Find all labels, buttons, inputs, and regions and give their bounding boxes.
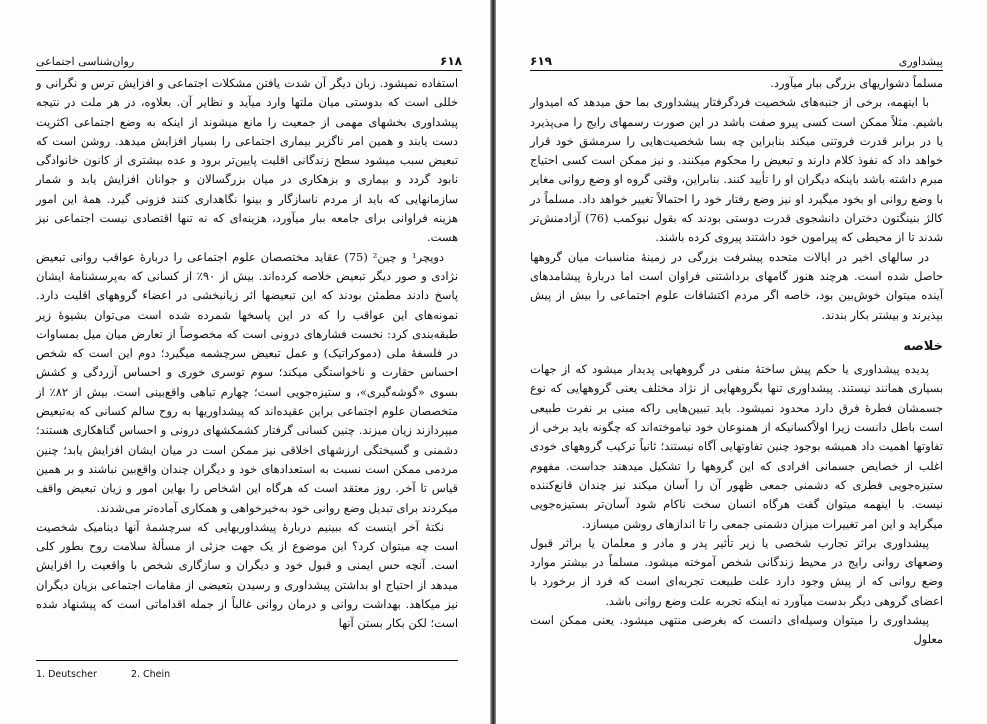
right-page-header (530, 46, 943, 71)
paragraph: پدیده پیشداوری یا حکم پیش ساختهٔ منفی در گروههایی پدیدار میشود که از جهات بسیاری همانند نیستند. پیشداوری تنها بگروههایی از نژاد مختلف یعنی گروههایی که نوع جسمشان فطرهٔ فرق دارد محدود نمیشود. باید تبیین‌هایی راکه مبنی بر نفرت طبیعی است باطل دانست زیرا اولاًکسانیکه از همنوعان خود نیاموخته‌اند که چگونه باید برخی از تفاوتها اهمیت داد همیشه بوجود چنین تفاوتهایی آگاه نیستند؛ ثانیاً ترکیب گروههای خودی اغلب از خصایص جسمانی افرادی که این گروهها را تشکیل میدهند جداست. مفهوم ستیزه‌جویی فطری که دشمنی جمعی ظهور آن را آسان میکند نیز چندان قانع‌کننده نیست. با اینهمه میتوان گفت هرگاه انسان سخت ناکام شود آسان‌تر بستیزه‌جویی میگراید و این امر تغییرات میزان دشمنی جمعی را تا اندازهای روشن میسازد. (530, 362, 943, 531)
page-number: ۶۱۹ (530, 54, 552, 68)
paragraph: دویچر¹ و چین² (75) عقاید مختصصان علوم اجتماعی را دربارهٔ عواقب روانی تبعیض نژادی و صور دیگر تبعیض خلاصه کرده‌اند. بیش از ۹۰٪ از کسانی که به‌پرسشنامهٔ ایشان پاسخ دادند مطمئن بودند که این تبعیضها اثر زیانبخشی در اعضاء گروههای اقلیت دارد. نمونه‌های این عواقب را که در این پاسخها شمرده شده است می‌توان بشیوهٔ زیر طبقه‌بندی کرد: نخست فشارهای درونی است که مخصوصاً از تعارض میان میل بمساوات در فلسفهٔ ملی (دموکراتیک) و عمل تبعیض سرچشمه میگیرد؛ دوم این است که شخص احساس حقارت و ناخواستگی میکند؛ سوم توسری خوری و احساس آزردگی و کشش بسوی «گوشه‌گیری»، و ستیزه‌جویی است؛ چهارم تباهی واقع‌بینی است. بیش از ۸۲٪ از متخصصان علوم اجتماعی براین عقیده‌اند که پیشداوریها به روح سالم کسانی که به‌تبعیض میپردازند زیان میزند. چنین کسانی گرفتار کشمکشهای درونی و احساس گناهکاری هستند؛ دشمنی و گسیختگی ارزشهای اخلاقی نیز ممکن است در میان ایشان افزایش یابد؛ چنین مردمی ممکن است نسبت به استعدادهای خود و دیگران چندان واقع‌بین نباشند و بر همین قیاس تا آخر. روز معتقد است که هرگاه این اشخاص را بهاین امور و زیان تبعیض واقف میکردند برای تبدیل وضع روانی خود به‌خیرخواهی و همکاری آماده‌تر می‌شدند. (36, 249, 458, 515)
left-page-header (36, 46, 462, 71)
running-title: روان‌شناسی اجتماعی (36, 55, 135, 68)
right-page (496, 0, 987, 724)
footnote: 2. Chein (130, 669, 171, 680)
paragraph: در سالهای اخیر در ایالات متحده پیشرفت بزرگی در زمینهٔ مناسبات میان گروهها حاصل شده است. هرچند هنوز گامهای برداشتنی فراوان است اما دربارهٔ پیشامدهای آینده میتوان خوش‌بین بود، خاصه اگر مردم اکتشافات علوم اجتماعی را بیش از پیش بپذیرند و بیشتر بکار بندند. (530, 249, 943, 322)
footnotes (36, 660, 458, 680)
paragraph: با اینهمه، برخی از جنبه‌های شخصیت فردگرفتار پیشداوری بما حق میدهد که امیدوار باشیم. مثلاً ممکن است کسی پیرو صفت باشد در این صورت رسمهای رایج را می‌پذیرد یا در برابر قدرت فروتنی میکند بنابراین چه بسا شخصیت‌هایی را سرمشق خود قرار خواهد داد که نفوذ کلام دارند و تبعیض را محکوم میکنند. و نیز ممکن است کسی احتیاج مبرم داشته باشد باینکه دیگران او را تأیید کنند. بنابراین، وقتی گروه او وضع روانی مغایر با وضع روانی او بخود میگیرد او نیز وضع رفتار خود را احتمالاً تغییر خواهد داد. مسلماً در کالژ بنینگتون دختران دانشجوی قدرت دوستی بودند که بقول نیوکمب (76) آزادمنش‌تر شدند تا از محیطی که پیرامون خود داشتند پیروی کرده باشند. (530, 95, 943, 245)
paragraph: استفاده نمیشود. زبان دیگر آن شدت یافتن مشکلات اجتماعی و افزایش ترس و نگرانی و خللی است که بدوستی میان ملتها وارد میآید و نظایر آن. بعلاوه، در هر ملت در نتیجه پیشداوری بخشهای مهمی از جمعیت را مانع میشوند از اینکه به وضع اجتماعی اکثریت دست یابند و همین امر ناگزیر بیماری اجتماعی را بسیار افزایش میدهد. روشن است که تبعیض سبب میشود سطح زندگانی اقلیت پایین‌تر برود و عده بیشتری از کانون خانوادگی نابود گردد و بیماری و بزهکاری در میان بزرگسالان و جوانان افزایش یابد و شمار سازمانهایی که باید از مردم ناسازگار و بینوا نگاهداری کنند فزونی گیرد. همهٔ این امور هزینه فراوانی برای جامعه ببار میآورد، هزینه‌ای که نه تنها اقتصادی نیست اجتماعی نیز هست. (36, 76, 458, 245)
right-page-body (530, 74, 943, 650)
paragraph: نکتهٔ آخر اینست که ببینیم دربارهٔ پیشداوریهایی که سرچشمهٔ آنها دینامیک شخصیت است چه میتوان کرد؟ این موضوع از یک جهت جزئی از مسألهٔ سلامت روح بطور کلی است. آنچه حس ایمنی و قبول خود و دیگران و سازگاری شخص با واقعیت را افزایش میدهد از احتیاج او بداشتن پیشداوری و رسیدن بتعیضی از مقامات اجتماعی بزیان دیگران نیز میکاهد. بهداشت روانی و درمان روانی غالباً از جمله اقداماتی است که پیشنهاد شده است؛ لکن بکار بستن آنها (36, 519, 458, 631)
left-page-body (36, 74, 458, 634)
paragraph: مسلماً دشواریهای بزرگی ببار میآورد. (770, 76, 943, 90)
running-title: پیشداوری (898, 55, 943, 68)
left-page (0, 0, 490, 724)
footnote: 1. Deutscher (36, 669, 97, 680)
paragraph: پیشداوری را میتوان وسیله‌ای دانست که بغرضی منتهی میشود. یعنی ممکن است معلول (530, 613, 943, 647)
paragraph: پیشداوری براثر تجارب شخصی یا زیر تأثیر پدر و مادر و معلمان یا براثر قبول وضعهای روانی رایج در محیط زندگانی شخص آموخته میشود. مسلماً در بیشتر موارد وضع روانی که از پیش وجود دارد علت طبیعت تجربه‌ای است که فرد از برخورد با اعضای گروهی دیگر بدست میآورد نه اینکه تجربه علت وضع روانی باشد. (530, 535, 943, 608)
page-number: ۶۱۸ (440, 54, 462, 68)
section-heading: خلاصه (903, 338, 943, 354)
